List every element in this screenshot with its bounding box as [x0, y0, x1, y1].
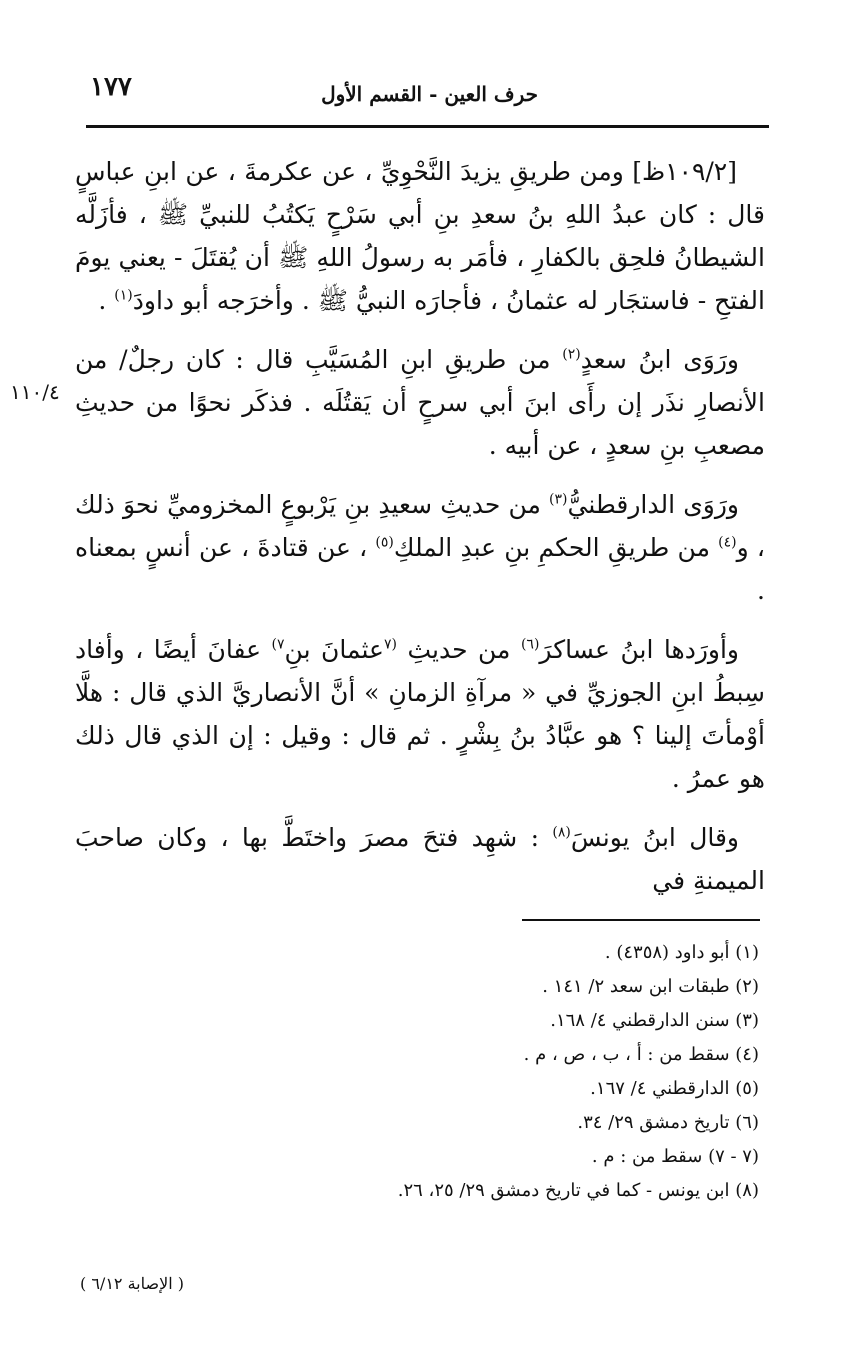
footnotes — [259, 936, 759, 1208]
footnote-reference: ٧) — [271, 636, 285, 653]
footnote-reference: (٥) — [375, 534, 394, 551]
footnote-reference: (٣) — [549, 491, 568, 508]
paragraph — [75, 150, 765, 322]
footnote-reference: (١) — [114, 287, 133, 304]
text-run: عفانَ أيضًا ، وأفاد سِبطُ ابنِ الجوزيِّ في « مرآةِ الزمانِ » أنَّ الأنصاريَّ الذي قال : هلَّا أوْمأتَ إلينا ؟ هو عبَّادُ بنُ بِشْرٍ . ثم قال : وقيل : إن الذي قال ذلك هو عمرُ . — [75, 635, 765, 793]
text-run: من حديثِ — [396, 635, 521, 664]
text-run: من طريقِ الحكمِ بنِ عبدِ الملكِ — [393, 533, 719, 562]
text-run: : شهِد فتحَ مصرَ واختَطَّ بها ، وكان صاحبَ الميمنةِ في — [75, 823, 765, 895]
paragraph — [75, 816, 765, 902]
paragraph — [75, 628, 765, 800]
text-run: عثمانَ بنِ — [284, 635, 384, 664]
text-run: وقال ابنُ يونسَ — [570, 823, 740, 852]
text-run: ورَوَى ابنُ سعدٍ — [580, 345, 740, 374]
footnote: (٦) تاريخ دمشق ٢٩/ ٣٤. — [577, 1112, 759, 1133]
footnote-separator — [522, 919, 760, 921]
footnote: (٥) الدارقطني ٤/ ١٦٧. — [590, 1078, 759, 1099]
footnote: (٣) سنن الدارقطني ٤/ ١٦٨. — [550, 1010, 759, 1031]
text-run: ، عن قتادةَ ، عن أنسٍ بمعناه . — [75, 533, 765, 605]
text-run: [١٠٩/٢ظ] ومن طريقِ يزيدَ النَّحْوِيِّ ، عن عكرمةَ ، عن ابنِ عباسٍ قال : كان عبدُ اللهِ بنُ سعدِ بنِ أبي سَرْحٍ يَكتُبُ للنبيِّ ﷺ ، فأزَلَّه الشيطانُ فلحِق بالكفارِ ، فأمَر به رسولُ اللهِ ﷺ أن يُقتَلَ - يعني يومَ الفتحِ - فاستجَار له عثمانُ ، فأجارَه النبيُّ ﷺ . وأخرَجه أبو داودَ — [75, 157, 765, 315]
text-run: ورَوَى الدارقطنيُّ — [567, 490, 739, 519]
footnote-reference: (٢) — [562, 346, 581, 363]
footnote-reference: (٨) — [552, 824, 571, 841]
footnote-reference: (٧ — [383, 636, 397, 653]
footnote: (٨) ابن يونس - كما في تاريخ دمشق ٢٩/ ٢٥، ٢٦. — [397, 1180, 759, 1201]
paragraph — [75, 338, 765, 467]
text-run: وأورَدها ابنُ عساكرَ — [539, 635, 739, 664]
margin-page-reference: ١١٠/٤ — [10, 380, 60, 404]
text-run: من طريقِ ابنِ المُسَيَّبِ قال : كان رجلٌ/ من الأنصارِ نذَر إن رأَى ابنَ أبي سرحٍ أن يَقتُلَه . فذكَر نحوًا من حديثِ مصعبِ بنِ سعدٍ ، عن أبيه . — [75, 345, 765, 460]
footnote: (٤) سقط من : أ ، ب ، ص ، م . — [523, 1044, 759, 1065]
paragraph — [75, 483, 765, 612]
footnote: (٧ - ٧) سقط من : م . — [591, 1146, 759, 1167]
text-run: من حديثِ سعيدِ بنِ يَرْبوعٍ المخزوميِّ نحوَ ذلك ، و — [75, 490, 765, 562]
footnote-reference: (٦) — [520, 636, 540, 653]
footnote: (٢) طبقات ابن سعد ٢/ ١٤١ . — [542, 976, 759, 997]
page-number: ١٧٧ — [90, 72, 132, 102]
signature-mark: ( الإصابة ٦/١٢ ) — [80, 1274, 184, 1293]
main-text — [75, 150, 765, 918]
text-run: . — [98, 286, 115, 315]
footnote-reference: (٤) — [718, 534, 737, 551]
running-head: حرف العين - القسم الأول — [321, 82, 538, 106]
footnote: (١) أبو داود (٤٣٥٨) . — [604, 942, 759, 963]
header-rule — [86, 125, 769, 128]
